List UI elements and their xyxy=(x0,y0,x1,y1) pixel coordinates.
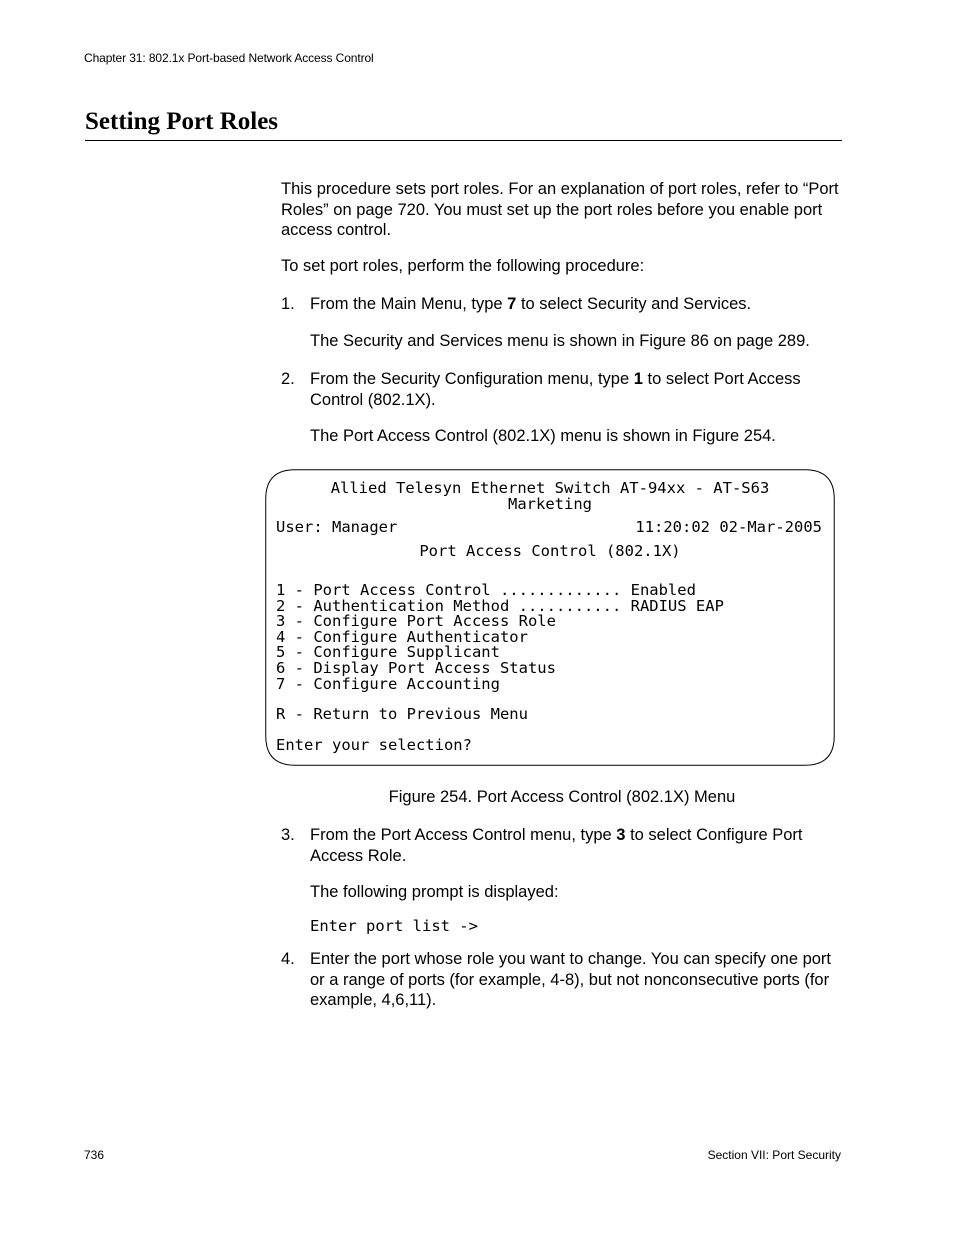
step-number: 2. xyxy=(281,370,295,388)
step-text: From the Main Menu, type 7 to select Security and Services. xyxy=(310,295,752,313)
page-number: 736 xyxy=(84,1148,105,1162)
step-number: 3. xyxy=(281,826,295,844)
intro-paragraph: This procedure sets port roles. For an explanation of port roles, refer to “Port Roles” on page 720. You must set up the port roles before you enable port access control. xyxy=(281,180,839,239)
section-title: Setting Port Roles xyxy=(85,108,279,135)
step-note: The following prompt is displayed: xyxy=(310,883,559,901)
footer-section-name: Section VII: Port Security xyxy=(707,1148,841,1162)
terminal-system-name: Marketing xyxy=(508,495,592,513)
menu-item-display-port-access-status: 6 - Display Port Access Status xyxy=(276,658,556,677)
step-note: The Port Access Control (802.1X) menu is shown in Figure 254. xyxy=(310,427,776,445)
menu-key: 3 xyxy=(616,826,626,844)
menu-item-configure-supplicant: 5 - Configure Supplicant xyxy=(276,643,500,662)
menu-key: 7 xyxy=(507,295,517,313)
running-header: Chapter 31: 802.1x Port-based Network Access Control xyxy=(84,51,374,65)
menu-item-configure-port-access-role: 3 - Configure Port Access Role xyxy=(276,612,556,631)
menu-key: 1 xyxy=(633,370,643,388)
step-note: The Security and Services menu is shown in Figure 86 on page 289. xyxy=(310,332,810,350)
terminal-menu-title: Port Access Control (802.1X) xyxy=(419,542,681,560)
menu-item-return: R - Return to Previous Menu xyxy=(276,705,528,723)
step-text: From the Security Configuration menu, type 1 to select Port Access Control (802.1X). xyxy=(310,370,801,409)
title-rule xyxy=(85,140,842,141)
terminal-title-line: Allied Telesyn Ethernet Switch AT-94xx - AT-S63 xyxy=(330,479,770,497)
menu-item-configure-accounting: 7 - Configure Accounting xyxy=(276,674,500,693)
figure-caption: Figure 254. Port Access Control (802.1X) Menu xyxy=(388,788,736,806)
step-text: From the Port Access Control menu, type 3 to select Configure Port Access Role. xyxy=(310,826,803,865)
terminal-screen-figure xyxy=(265,469,835,766)
terminal-user-line: User: Manager xyxy=(276,518,398,536)
menu-item-configure-authenticator: 4 - Configure Authenticator xyxy=(276,627,528,646)
prompt-example: Enter port list -> xyxy=(310,917,478,935)
step-number: 4. xyxy=(281,950,295,968)
step-text: Enter the port whose role you want to change. You can specify one port or a range of ports (for example, 4-8), but not nonconsecutive ports (for example, 4,6,11). xyxy=(310,950,832,1009)
menu-item-port-access-control: 1 - Port Access Control ............. Enabled xyxy=(276,581,696,599)
procedure-lead-in: To set port roles, perform the following procedure: xyxy=(281,257,645,275)
terminal-timestamp: 11:20:02 02-Mar-2005 xyxy=(635,518,822,536)
terminal-menu-list xyxy=(276,583,724,692)
step-number: 1. xyxy=(281,295,295,313)
menu-item-authentication-method: 2 - Authentication Method ........... RADIUS EAP xyxy=(276,596,724,615)
terminal-prompt: Enter your selection? xyxy=(276,736,472,754)
